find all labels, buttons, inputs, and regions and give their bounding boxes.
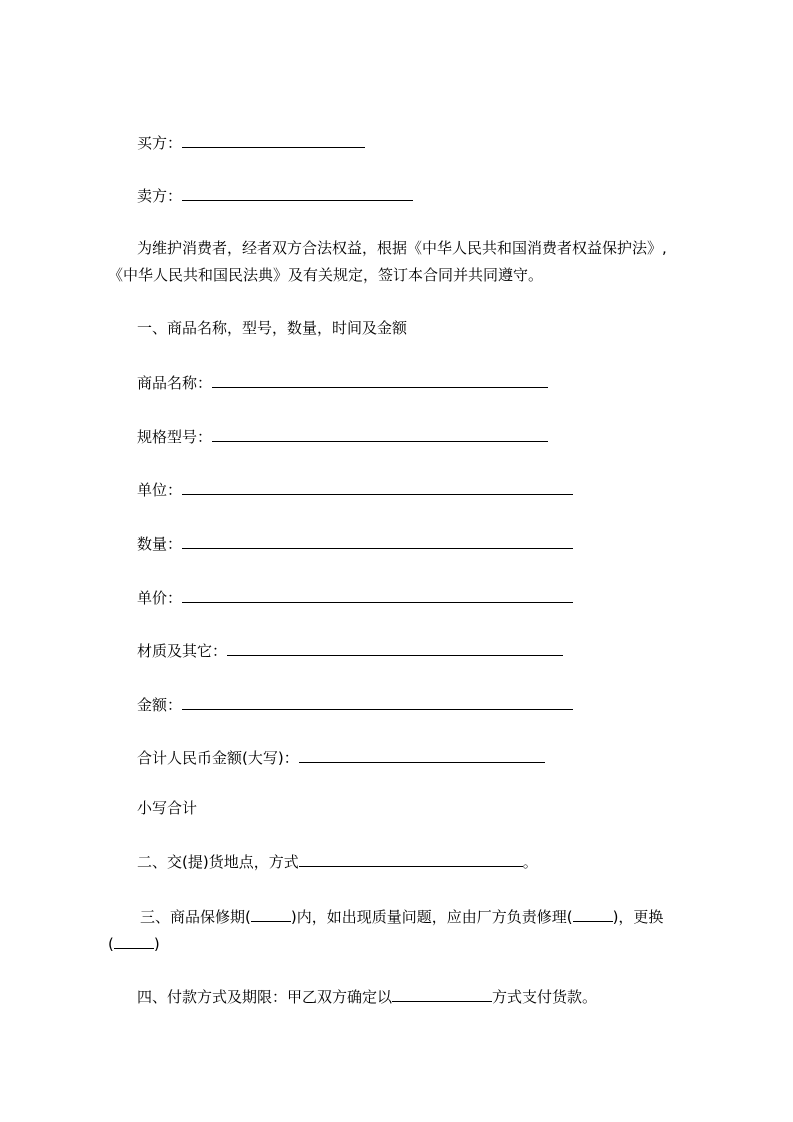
unit-price-line <box>137 587 573 608</box>
delivery-blank[interactable] <box>299 851 523 867</box>
product-name-line <box>137 372 548 393</box>
buyer-blank[interactable] <box>182 132 365 148</box>
unit-label: 单位： <box>137 481 183 499</box>
section1-heading: 一、商品名称，型号，数量，时间及金额 <box>137 319 408 337</box>
product-model-label: 规格型号： <box>137 428 213 446</box>
section4-line <box>137 986 597 1007</box>
section4-end: 方式支付货款。 <box>492 988 598 1006</box>
intro-line-2: 《中华人民共和国民法典》及有关规定，签订本合同并共同遵守。 <box>108 266 544 284</box>
unit-line <box>137 479 573 500</box>
buyer-line <box>137 132 365 153</box>
product-model-blank[interactable] <box>212 426 548 442</box>
section3-line2-close: ) <box>153 935 160 953</box>
section2-end: 。 <box>522 853 538 871</box>
section3-part1: 三、商品保修期( <box>140 908 251 926</box>
section2-text: 二、交(提)货地点，方式 <box>137 853 299 871</box>
amount-blank[interactable] <box>182 694 573 710</box>
total-upper-blank[interactable] <box>299 747 545 763</box>
payment-method-blank[interactable] <box>392 986 492 1002</box>
buyer-label: 买方： <box>137 134 183 152</box>
quantity-blank[interactable] <box>182 533 573 549</box>
section3-line-1 <box>140 906 663 927</box>
quantity-label: 数量： <box>137 535 183 553</box>
quantity-line <box>137 533 573 554</box>
warranty-period-blank[interactable] <box>251 906 291 922</box>
section3-part2: )内，如出现质量问题，应由厂方负责修理( <box>290 908 573 926</box>
seller-line <box>137 185 413 206</box>
product-name-blank[interactable] <box>212 372 548 388</box>
product-name-label: 商品名称： <box>137 374 213 392</box>
section2-line <box>137 851 538 872</box>
repair-period-blank[interactable] <box>573 906 613 922</box>
section3-part3: )，更换 <box>612 908 664 926</box>
amount-line <box>137 694 573 715</box>
seller-label: 卖方： <box>137 187 183 205</box>
total-upper-label: 合计人民币金额(大写)： <box>137 749 299 767</box>
unit-price-blank[interactable] <box>182 587 573 603</box>
material-line <box>137 640 563 661</box>
total-lower-label: 小写合计 <box>137 799 198 817</box>
total-upper-line <box>137 747 545 768</box>
seller-blank[interactable] <box>182 185 413 201</box>
material-label: 材质及其它： <box>137 642 228 660</box>
intro-line-1: 为维护消费者，经者双方合法权益，根据《中华人民共和国消费者权益保护法》, <box>137 239 667 257</box>
material-blank[interactable] <box>227 640 563 656</box>
section3-line-2 <box>108 933 160 954</box>
unit-price-label: 单价： <box>137 589 183 607</box>
product-model-line <box>137 426 548 447</box>
unit-blank[interactable] <box>182 479 573 495</box>
replace-period-blank[interactable] <box>114 933 154 949</box>
section3-line2-open: ( <box>108 935 114 953</box>
section4-text: 四、付款方式及期限：甲乙双方确定以 <box>137 988 393 1006</box>
amount-label: 金额： <box>137 696 183 714</box>
